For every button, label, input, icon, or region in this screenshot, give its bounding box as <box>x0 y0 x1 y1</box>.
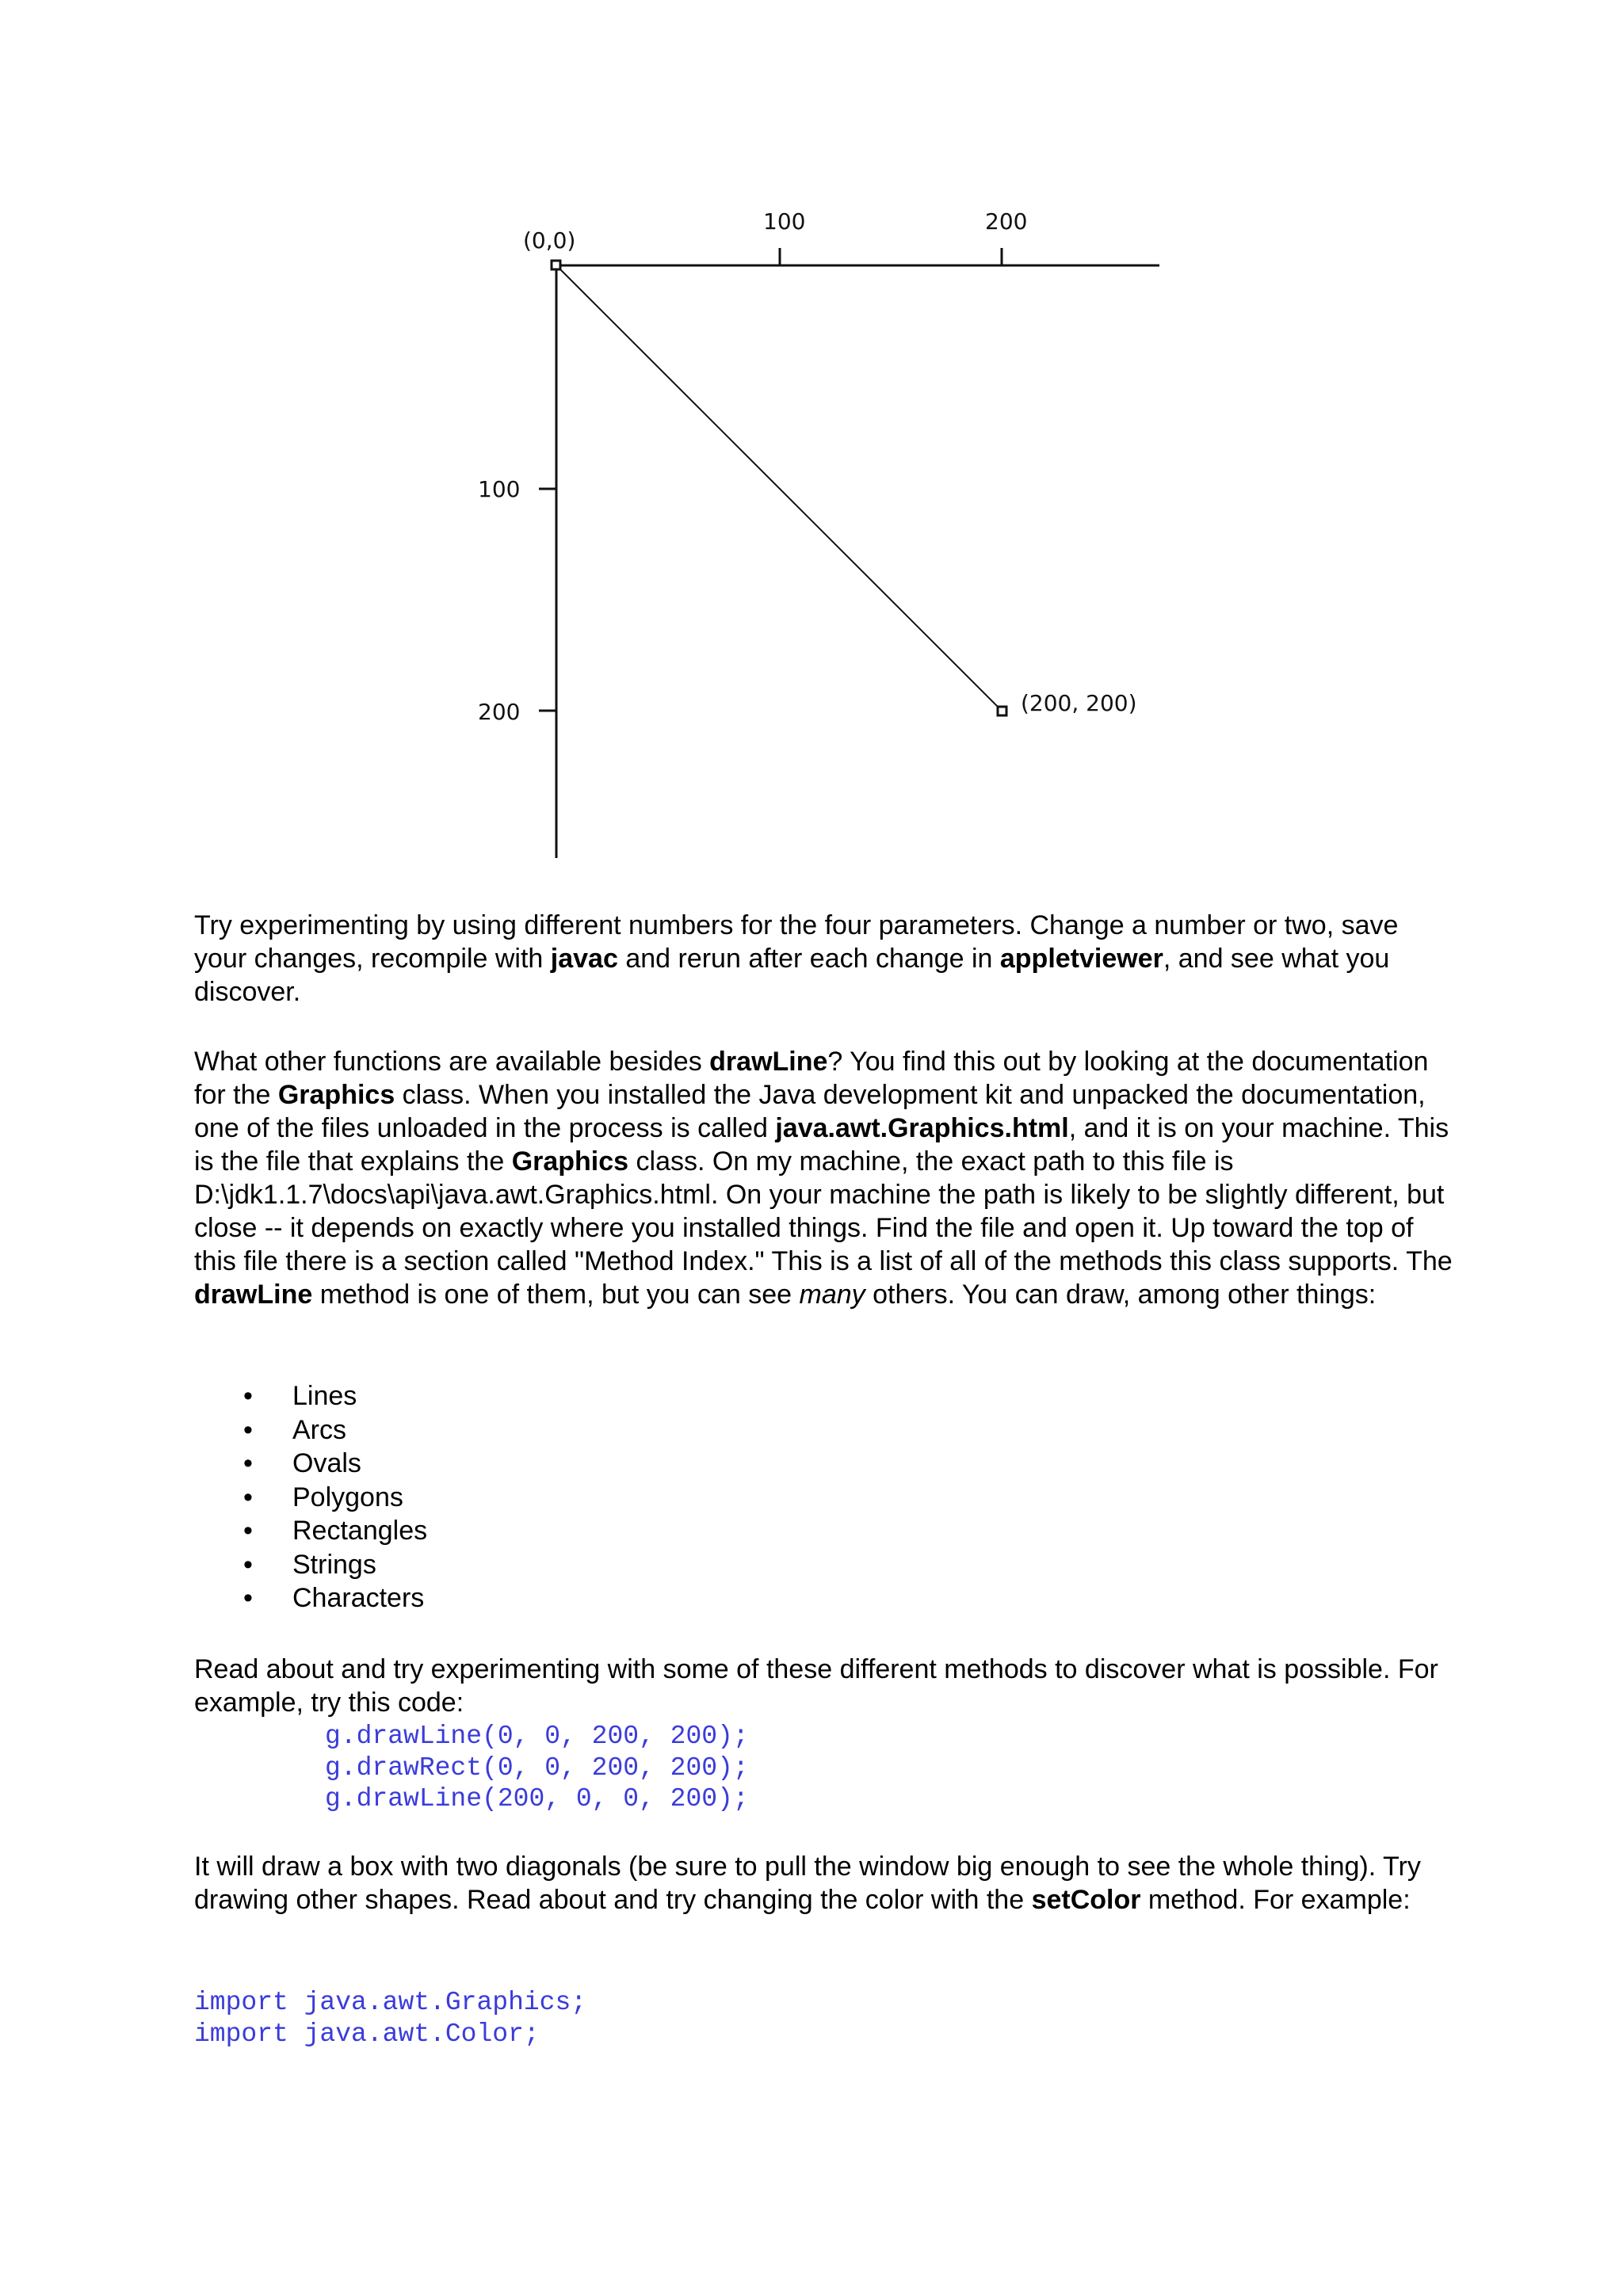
code-line: g.drawLine(200, 0, 0, 200); <box>325 1784 749 1814</box>
text: ? You find this out by looking at the documentation for the <box>194 1047 1429 1110</box>
paragraph-box-diagonals <box>194 1850 1454 1917</box>
text: , and it is on your machine. This is the file that explains the <box>194 1113 1449 1177</box>
term-drawline: drawLine <box>709 1047 828 1077</box>
list-item <box>194 1581 427 1615</box>
text: Read about and try experimenting with some of these different methods to discover what is possible. For example, try this code: <box>194 1654 1438 1718</box>
term-graphics-html: java.awt.Graphics.html <box>775 1113 1069 1143</box>
bullet: • <box>243 1583 253 1613</box>
code-block-imports <box>194 1987 586 2050</box>
list-item-label: Polygons <box>292 1482 403 1512</box>
code-line: g.drawLine(0, 0, 200, 200); <box>325 1722 749 1751</box>
list-item <box>194 1514 427 1548</box>
term-setcolor: setColor <box>1031 1885 1141 1915</box>
coordinate-figure <box>444 190 1173 864</box>
bullet: • <box>243 1414 253 1445</box>
x-tick-label-200: 200 <box>985 208 1028 235</box>
text: method. For example: <box>1140 1885 1411 1915</box>
list-item-label: Strings <box>292 1549 376 1580</box>
list-item <box>194 1379 427 1413</box>
list-item-label: Arcs <box>292 1414 346 1445</box>
drawable-shapes-list <box>194 1379 427 1615</box>
bullet: • <box>243 1482 253 1512</box>
text: What other functions are available besides <box>194 1047 710 1077</box>
list-item-label: Lines <box>292 1381 357 1411</box>
origin-marker <box>552 261 560 269</box>
text: Try experimenting by using different numbers for the four parameters. Change a number or two, save your changes, recompile with <box>194 910 1399 974</box>
list-item <box>194 1447 427 1481</box>
list-item-label: Ovals <box>292 1448 361 1478</box>
bullet: • <box>243 1516 253 1546</box>
term-graphics: Graphics <box>511 1146 629 1177</box>
term-appletviewer: appletviewer <box>999 944 1163 974</box>
text: It will draw a box with two diagonals (be sure to pull the window big enough to see the whole thing). Try drawing other shapes. Read about and try changing the color with the <box>194 1852 1421 1915</box>
paragraph-try-code <box>194 1653 1454 1719</box>
code-line: import java.awt.Graphics; <box>194 1988 587 2017</box>
list-item-label: Rectangles <box>292 1516 428 1546</box>
bullet: • <box>243 1448 253 1478</box>
list-item <box>194 1413 427 1447</box>
diagonal-line <box>556 265 1002 711</box>
bullet: • <box>243 1381 253 1411</box>
bullet: • <box>243 1549 253 1580</box>
text: others. You can draw, among other things: <box>865 1280 1377 1310</box>
term-graphics: Graphics <box>277 1080 395 1110</box>
term-javac: javac <box>550 944 618 974</box>
coordinate-diagram <box>444 190 1173 864</box>
code-line: import java.awt.Color; <box>194 2019 540 2049</box>
list-item <box>194 1548 427 1582</box>
y-tick-label-100: 100 <box>478 476 521 502</box>
text: method is one of them, but you can see <box>312 1280 800 1310</box>
text: and rerun after each change in <box>617 944 1000 974</box>
end-point-label: (200, 200) <box>1021 690 1137 716</box>
text: , and see what you discover. <box>194 944 1390 1007</box>
y-tick-label-200: 200 <box>478 699 521 725</box>
list-item <box>194 1481 427 1515</box>
origin-label: (0,0) <box>523 227 576 254</box>
end-marker <box>998 707 1006 715</box>
code-block-drawing <box>325 1721 749 1815</box>
x-tick-label-100: 100 <box>763 208 806 235</box>
emphasis-many: many <box>799 1280 865 1310</box>
text: class. On my machine, the exact path to this file is D:\jdk1.1.7\docs\api\java.awt.Graphics.html. On your machine the path is likely to be slightly different, but close -- it depends on exactly where you installed things. Find the file and open it. Up toward the top of this file there is a section called "Method Index." This is a list of all of the methods this class supports. The <box>194 1146 1453 1276</box>
paragraph-other-functions <box>194 1045 1454 1311</box>
list-item-label: Characters <box>292 1583 425 1613</box>
text: class. When you installed the Java development kit and unpacked the documentation, one of the files unloaded in the process is called <box>194 1080 1426 1143</box>
term-drawline: drawLine <box>194 1280 313 1310</box>
paragraph-experimenting <box>194 909 1454 1009</box>
code-line: g.drawRect(0, 0, 200, 200); <box>325 1753 749 1783</box>
